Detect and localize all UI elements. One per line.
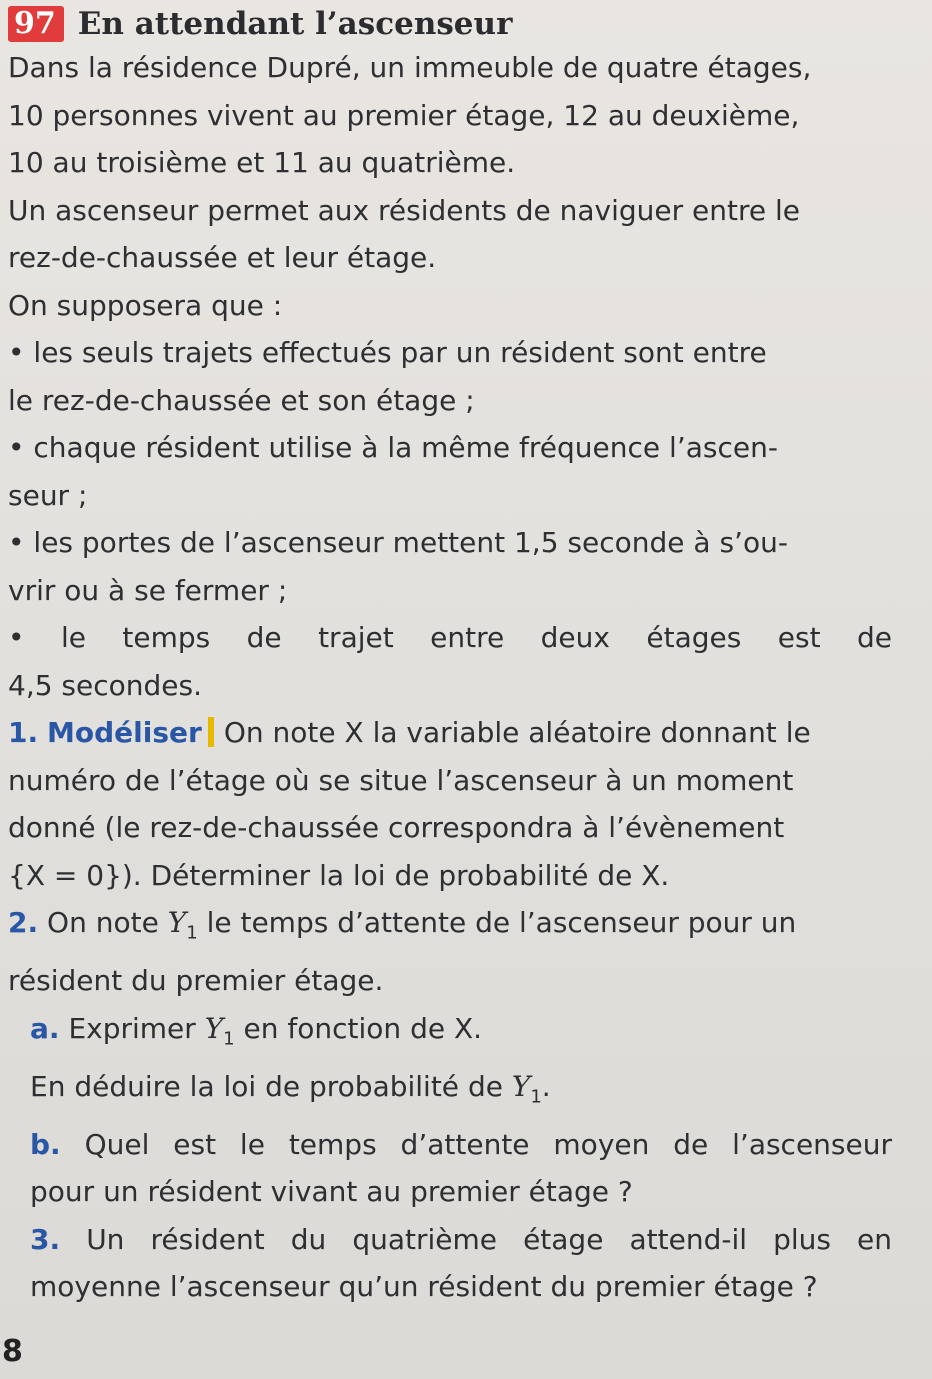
variable-y: Y	[167, 906, 187, 939]
assumptions-list	[8, 329, 892, 709]
variable-y: Y	[204, 1011, 224, 1045]
assumption-line: • les portes de l’ascenseur mettent 1,5 seconde à s’ou-	[8, 526, 788, 559]
question-text: résident du premier étage.	[8, 964, 384, 998]
variable-y: Y	[511, 1069, 531, 1103]
question-3	[8, 1216, 892, 1311]
intro-line: rez-de-chaussée et leur étage.	[8, 241, 437, 274]
intro-block	[8, 44, 892, 329]
assumption-line: 4,5 secondes.	[8, 668, 203, 702]
intro-line: On supposera que :	[8, 288, 283, 322]
assumption-line: • les seuls trajets effectués par un résident sont entre	[8, 336, 767, 369]
question-2: 2. On note $Y_1$ le temps d’attente de l’ascenseur pour un résident du premier étage. a. Exprimer $Y_1$ en fonction de X. En déduire la loi de probabilité de $Y_1$. b. Quel est le temps d’attente moyen de l’ascenseur pour un résident vivant au premier étage ?	[8, 899, 892, 1216]
question-text: {X = 0}). Déterminer la loi de probabilité de X.	[8, 858, 670, 892]
intro-line: Dans la résidence Dupré, un immeuble de quatre étages,	[8, 51, 812, 84]
assumption-line: • le temps de trajet entre deux étages est de	[8, 621, 892, 654]
exercise-title: En attendant l’ascenseur	[77, 6, 513, 42]
question-number: 3.	[30, 1222, 61, 1256]
question-text: pour un résident vivant au premier étage ?	[30, 1175, 633, 1209]
assumption-line: le rez-de-chaussée et son étage ;	[8, 383, 475, 417]
assumption-line: vrir ou à se fermer ;	[8, 573, 288, 607]
question-text: Exprimer	[68, 1011, 196, 1045]
question-text: Quel est le temps d’attente moyen de l’ascenseur	[84, 1127, 892, 1161]
intro-line: 10 au troisième et 11 au quatrième.	[8, 146, 516, 179]
skill-label: Modéliser	[47, 716, 202, 749]
question-number: 2.	[8, 906, 39, 939]
question-text: donné (le rez-de-chaussée correspondra à l’évènement	[8, 811, 785, 844]
question-text: en fonction de X.	[243, 1011, 483, 1045]
intro-line: 10 personnes vivent au premier étage, 12 au deuxième,	[8, 98, 800, 132]
assumption-line: seur ;	[8, 478, 88, 512]
question-text: numéro de l’étage où se situe l’ascenseur à un moment	[8, 763, 794, 797]
question-text: On note	[47, 906, 159, 939]
page-number: 8	[2, 1334, 23, 1369]
subquestion-label: a.	[30, 1011, 60, 1045]
assumption-line: • chaque résident utilise à la même fréquence l’ascen-	[8, 431, 778, 464]
question-text: moyenne l’ascenseur qu’un résident du premier étage ?	[30, 1270, 818, 1304]
question-text: Un résident du quatrième étage attend-il plus en	[86, 1222, 892, 1256]
exercise-header	[8, 4, 892, 44]
variable-subscript: 1	[186, 922, 198, 944]
subquestion-label: b.	[30, 1127, 61, 1161]
question-text: On note X la variable aléatoire donnant le	[223, 716, 811, 749]
exercise-number-badge: 97	[8, 6, 64, 42]
question-number: 1.	[8, 716, 39, 749]
variable-subscript: 1	[223, 1028, 235, 1050]
question-text: En déduire la loi de probabilité de	[30, 1069, 503, 1103]
question-1	[8, 709, 892, 899]
intro-line: Un ascenseur permet aux résidents de naviguer entre le	[8, 193, 800, 227]
variable-subscript: 1	[530, 1086, 542, 1108]
question-text: le temps d’attente de l’ascenseur pour un	[206, 906, 797, 939]
skill-separator	[208, 717, 214, 747]
